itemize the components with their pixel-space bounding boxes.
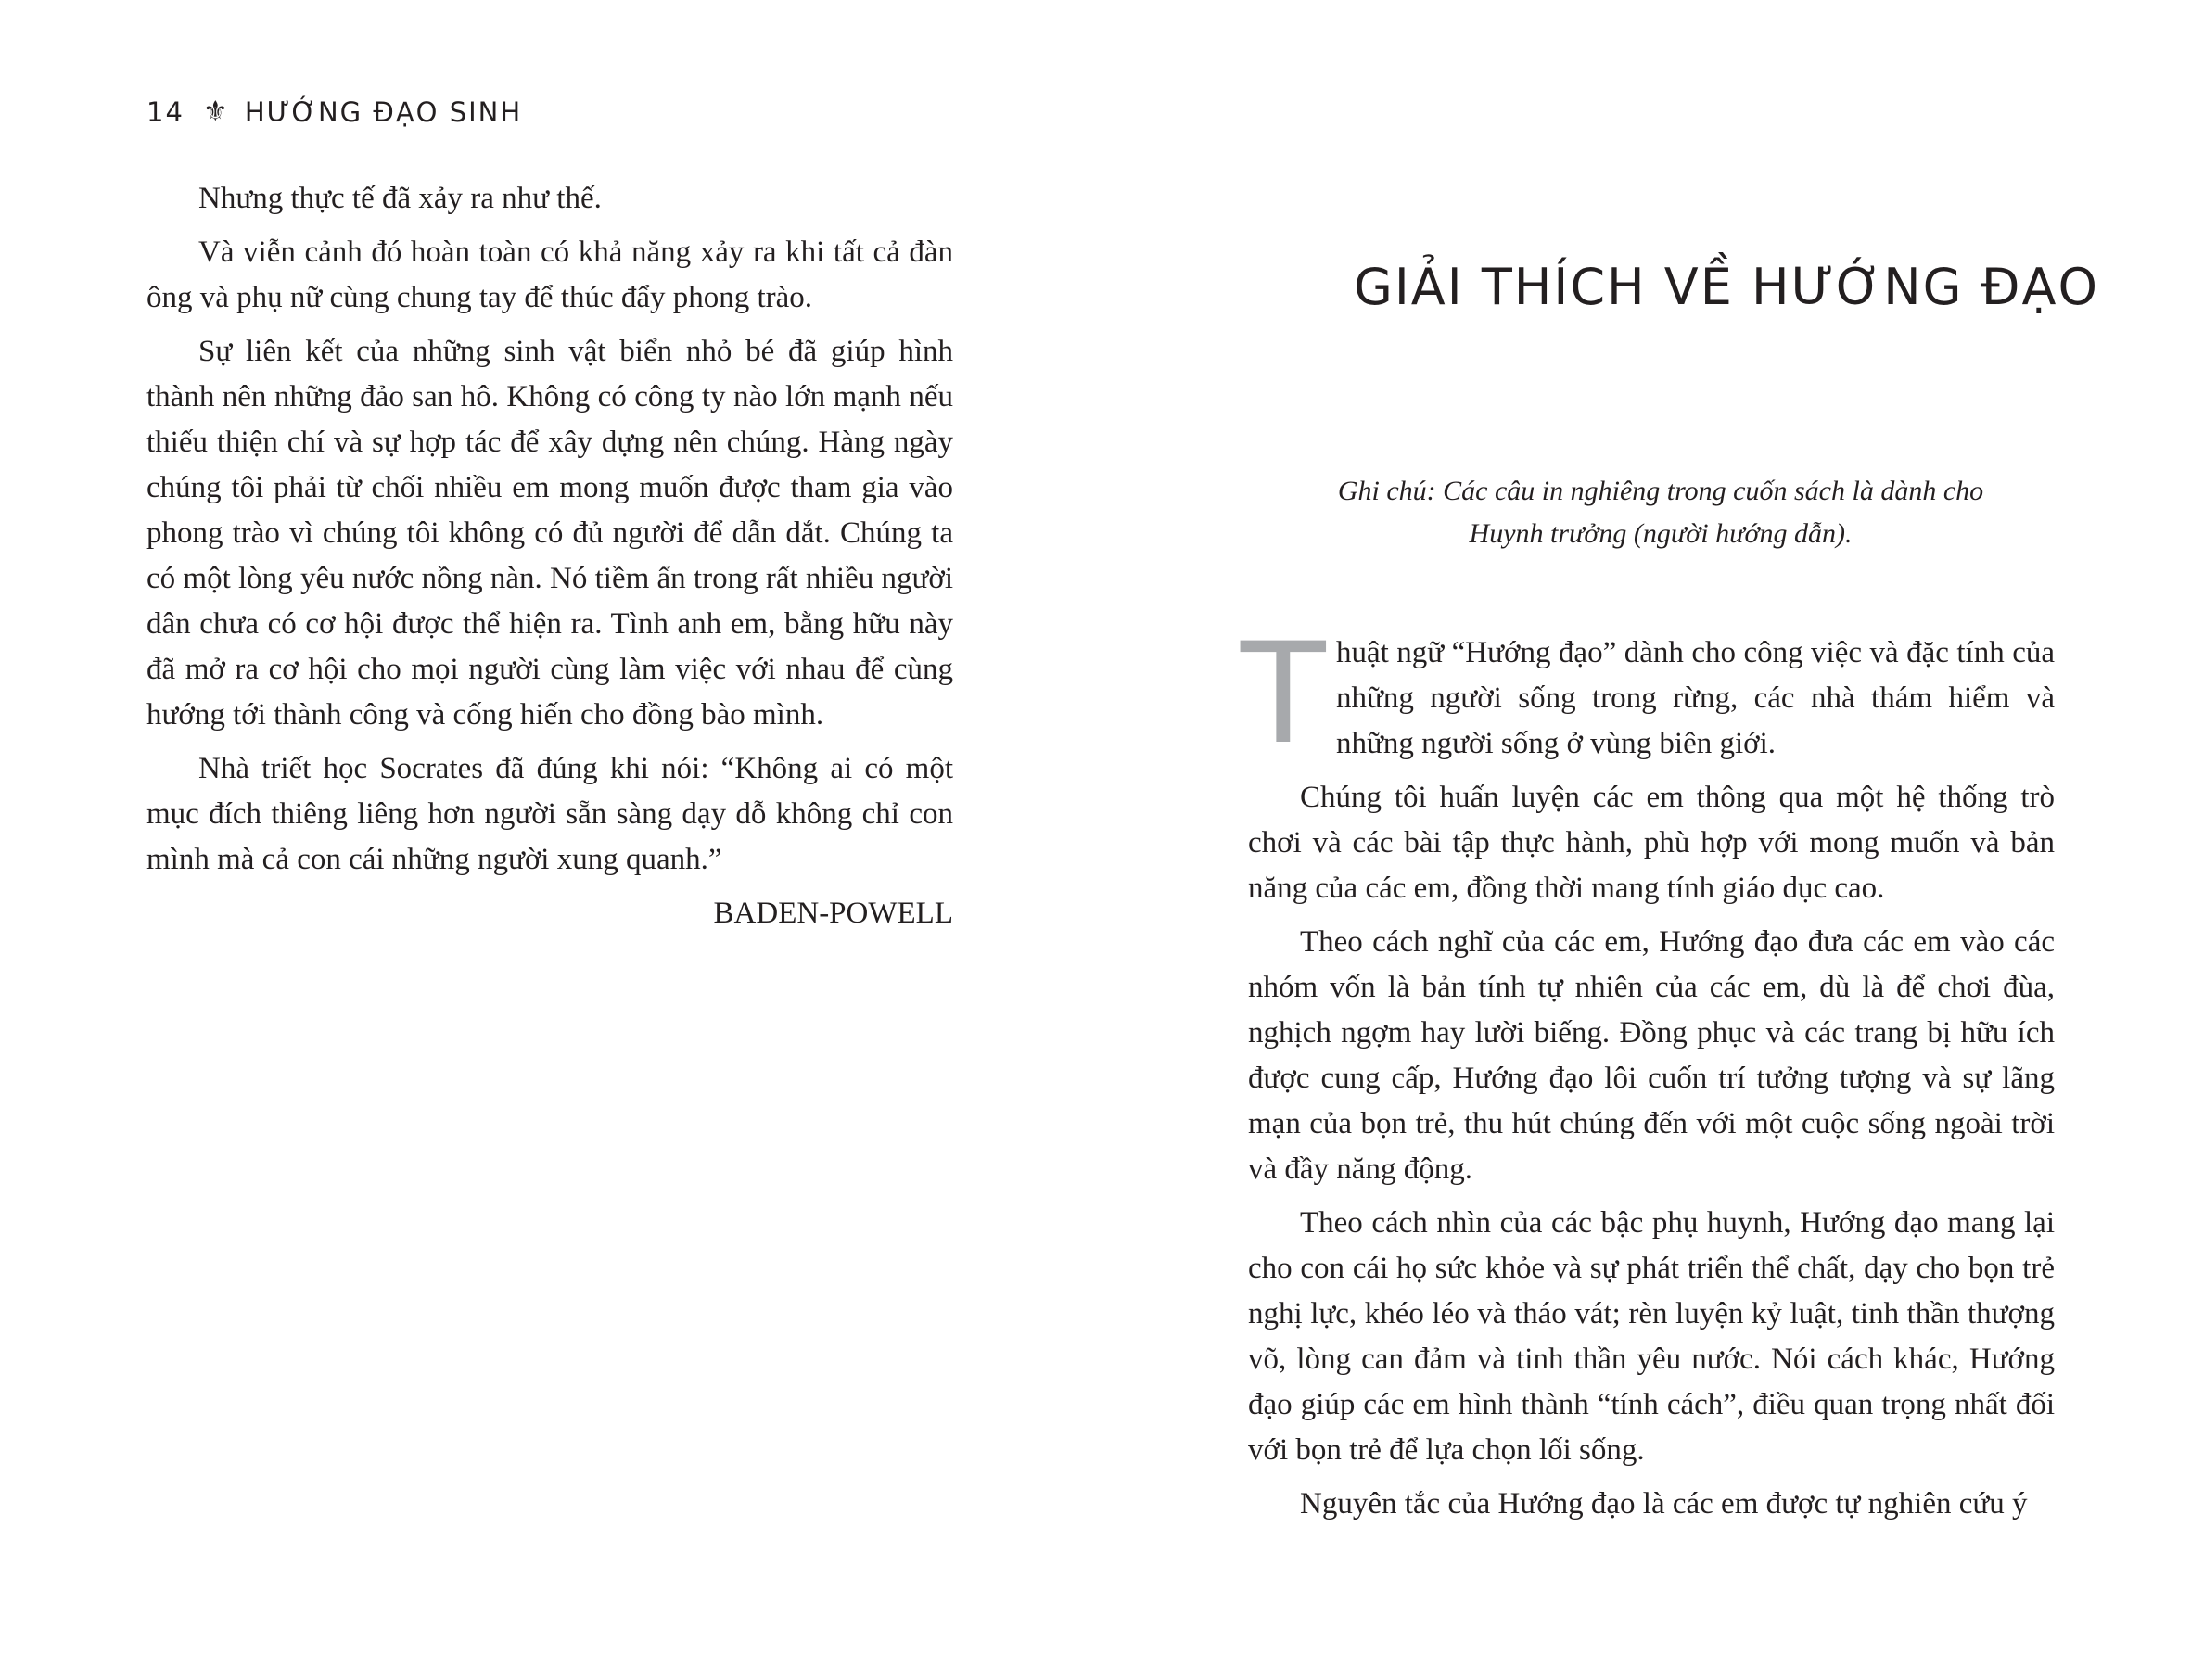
paragraph: Nhưng thực tế đã xảy ra như thế. [198,182,602,215]
paragraph: Theo cách nghĩ của các em, Hướng đạo đưa các em vào các nhóm vốn là bản tính tự nhiên của các em, dù là để chơi đùa, nghịch ngợm hay lười biếng. Đồng phục và các trang bị hữu ích được cung cấp, Hướng đạo lôi cuốn trí tưởng tượng và sự lãng mạn của bọn trẻ, thu hút chúng đến với một cuộc sống ngoài trời và đầy năng động. [1248,925,2055,1186]
paragraph: Theo cách nhìn của các bậc phụ huynh, Hướng đạo mang lại cho con cái họ sức khỏe và sự phát triển thể chất, dạy cho bọn trẻ nghị lực, khéo léo và tháo vát; rèn luyện kỷ luật, tinh thần thượng võ, lòng can đảm và tinh thần yêu nước. Nói cách khác, Hướng đạo giúp các em hình thành “tính cách”, điều quan trọng nhất đối với bọn trẻ để lựa chọn lối sống. [1248,1206,2055,1467]
right-body-text [1241,614,2055,1535]
first-paragraph-text: huật ngữ “Hướng đạo” dành cho công việc và đặc tính của những người sống trong rừng, các nhà thám hiểm và những người sống ở vùng biên giới. [1336,636,2055,760]
right-page [1095,0,2191,1680]
paragraph: Chúng tôi huấn luyện các em thông qua một hệ thống trò chơi và các bài tập thực hành, phù hợp với mong muốn và bản năng của các em, đồng thời mang tính giáo dục cao. [1248,781,2055,905]
drop-cap: T [1241,614,1326,775]
paragraph: Và viễn cảnh đó hoàn toàn có khả năng xảy ra khi tất cả đàn ông và phụ nữ cùng chung tay để thúc đẩy phong trào. [146,235,953,314]
paragraph: Sự liên kết của những sinh vật biển nhỏ bé đã giúp hình thành nên những đảo san hô. Không có công ty nào lớn mạnh nếu thiếu thiện chí và sự hợp tác để xây dựng nên chúng. Hàng ngày chúng tôi phải từ chối nhiều em mong muốn được tham gia vào phong trào vì chúng tôi không có đủ người để dẫn dắt. Chúng ta có một lòng yêu nước nồng nàn. Nó tiềm ẩn trong rất nhiều người dân chưa có cơ hội được thể hiện ra. Tình anh em, bằng hữu này đã mở ra cơ hội cho mọi người cùng làm việc với nhau để cùng hướng tới thành công và cống hiến cho đồng bào mình. [146,335,953,732]
chapter-title: GIẢI THÍCH VỀ HƯỚNG ĐẠO [1354,258,2099,316]
paragraph: Nhà triết học Socrates đã đúng khi nói: “Không ai có một mục đích thiêng liêng hơn người sẵn sàng dạy dỗ không chỉ con mình mà cả con cái những người xung quanh.” [146,752,953,876]
paragraph: Nguyên tắc của Hướng đạo là các em được tự nghiên cứu ý [1300,1487,2028,1521]
fleur-de-lis-icon: ⚜ [202,95,230,128]
note-line: Huynh trưởng (người hướng dẫn). [1469,518,1853,549]
page-number: 14 [146,95,185,128]
left-body-text [146,176,953,945]
signature: BADEN-POWELL [713,897,953,930]
note-line: Ghi chú: Các câu in nghiêng trong cuốn sách là dành cho [1337,476,1984,506]
first-paragraph [1241,614,2055,775]
running-header [146,95,522,128]
editor-note [1243,470,2078,555]
book-title: HƯỚNG ĐẠO SINH [244,95,523,128]
left-page [0,0,1095,1680]
